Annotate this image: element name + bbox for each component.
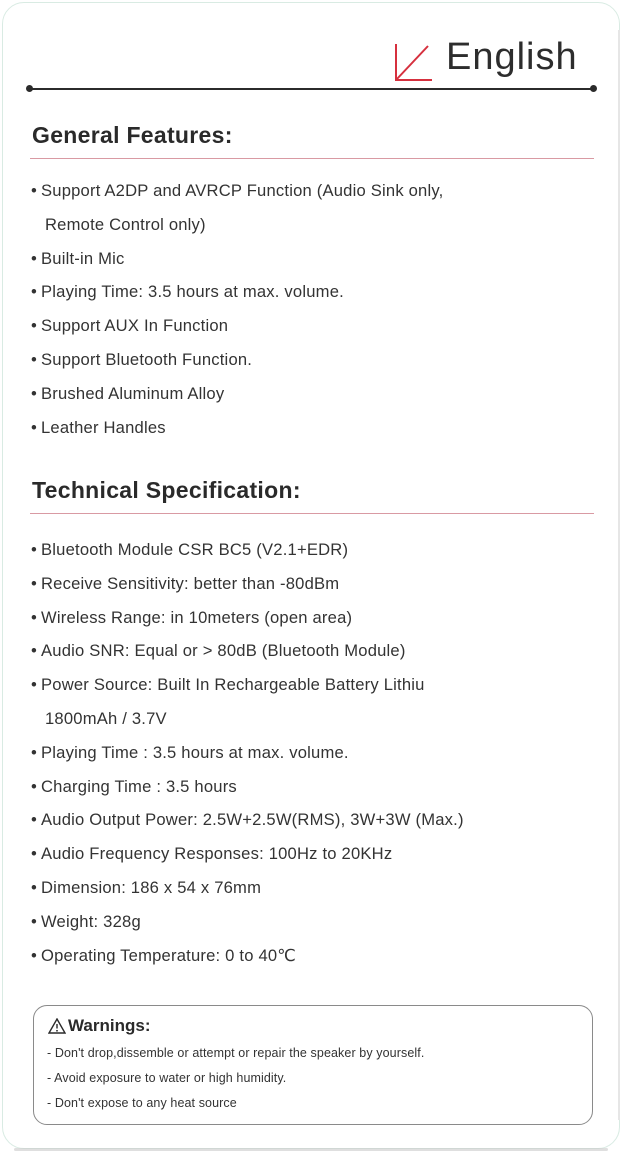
header: [0, 28, 626, 90]
list-item: [31, 411, 601, 445]
bullet-dot: •: [31, 877, 38, 897]
list-item-text: Dimension: 186 x 54 x 76mm: [41, 877, 262, 897]
list-item: [31, 871, 601, 905]
list-item-text: Bluetooth Module CSR BC5 (V2.1+EDR): [41, 540, 349, 559]
bullet-dot: •: [31, 810, 38, 830]
technical-spec-title: Technical Specification:: [32, 477, 301, 503]
list-item-text: Support A2DP and AVRCP Function (Audio Sink only,: [41, 181, 444, 200]
bullet-dot: •: [31, 911, 38, 931]
list-item: [31, 770, 601, 804]
warnings-title: [48, 1016, 150, 1036]
general-features-title: General Features:: [32, 122, 233, 148]
technical-spec-list: [31, 533, 601, 972]
bullet-dot: •: [31, 945, 38, 965]
list-item: [31, 905, 601, 939]
bullet-dot: •: [31, 349, 38, 369]
bullet-dot: •: [31, 607, 38, 627]
divider-dot-left: [26, 85, 33, 92]
list-item-text: Brushed Aluminum Alloy: [41, 383, 225, 403]
warning-line: - Don't drop,dissemble or attempt or repair the speaker by yourself.: [47, 1046, 425, 1060]
list-item-text: Charging Time : 3.5 hours: [41, 776, 237, 796]
list-item-continuation: 1800mAh / 3.7V: [45, 708, 167, 728]
warnings-box: [33, 1005, 593, 1125]
list-item-text: Playing Time : 3.5 hours at max. volume.: [41, 742, 349, 762]
list-item-text: Weight: 328g: [41, 911, 141, 931]
list-item-text: Built-in Mic: [41, 248, 125, 268]
general-features-divider: [30, 158, 594, 159]
header-divider: [28, 88, 594, 90]
list-item: [31, 939, 601, 973]
warning-line: - Don't expose to any heat source: [47, 1096, 237, 1110]
list-item: [31, 343, 601, 377]
list-item-continuation: Remote Control only): [45, 214, 206, 234]
bullet-dot: •: [31, 383, 38, 403]
card-shadow: [14, 1148, 608, 1151]
list-item: [31, 533, 601, 567]
list-item: [31, 668, 601, 736]
general-features-list: [31, 174, 601, 444]
list-item-text: Power Source: Built In Rechargeable Battery Lithiu: [41, 675, 425, 695]
bullet-dot: •: [31, 248, 38, 268]
list-item-text: Playing Time: 3.5 hours at max. volume.: [41, 282, 344, 302]
list-item: [31, 601, 601, 635]
warnings-title-text: Warnings:: [68, 1016, 151, 1035]
divider-dot-right: [590, 85, 597, 92]
bullet-dot: •: [31, 417, 38, 437]
list-item-text: Support AUX In Function: [41, 316, 229, 336]
bullet-dot: •: [31, 540, 38, 559]
language-label: English: [446, 36, 578, 78]
bullet-dot: •: [31, 282, 38, 302]
bullet-dot: •: [31, 641, 38, 661]
corner-arrow-icon: [392, 40, 436, 84]
list-item: [31, 736, 601, 770]
list-item: [31, 275, 601, 309]
bullet-dot: •: [31, 776, 38, 796]
list-item: [31, 803, 601, 837]
list-item: [31, 242, 601, 276]
list-item: [31, 174, 601, 242]
list-item-text: Audio Output Power: 2.5W+2.5W(RMS), 3W+3W (Max.): [41, 810, 464, 830]
bullet-dot: •: [31, 181, 38, 200]
bullet-dot: •: [31, 844, 38, 864]
bullet-dot: •: [31, 573, 38, 593]
list-item-text: Wireless Range: in 10meters (open area): [41, 607, 353, 627]
list-item-text: Audio Frequency Responses: 100Hz to 20KHz: [41, 844, 393, 864]
list-item-text: Leather Handles: [41, 417, 166, 437]
list-item: [31, 567, 601, 601]
list-item-text: Operating Temperature: 0 to 40℃: [41, 945, 297, 965]
bullet-dot: •: [31, 316, 38, 336]
bullet-dot: •: [31, 742, 38, 762]
page-edge: [618, 30, 620, 1120]
list-item-text: Receive Sensitivity: better than -80dBm: [41, 573, 340, 593]
list-item: [31, 634, 601, 668]
list-item: [31, 837, 601, 871]
list-item-text: Audio SNR: Equal or > 80dB (Bluetooth Module): [41, 641, 406, 661]
technical-spec-divider: [30, 513, 594, 514]
warning-triangle-icon: [48, 1018, 66, 1034]
list-item-text: Support Bluetooth Function.: [41, 349, 253, 369]
list-item: [31, 309, 601, 343]
list-item: [31, 377, 601, 411]
warning-line: - Avoid exposure to water or high humidity.: [47, 1071, 287, 1085]
bullet-dot: •: [31, 675, 38, 695]
